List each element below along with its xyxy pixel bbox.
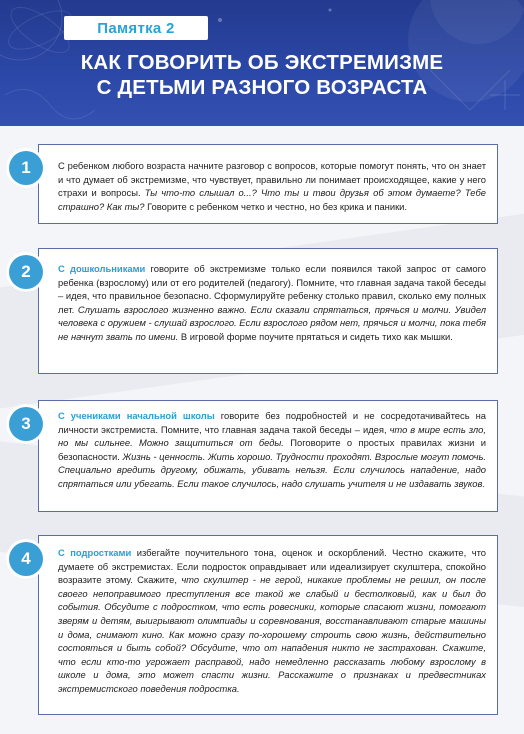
- section-2-advice: В игровой форме поучите прятаться и сидеть тихо как мышки.: [180, 330, 453, 342]
- section-3-rules: Жизнь - ценность. Жить хорошо. Трудности проходят. Взрослые могут помочь. Специально вредить другому, обижать, убивать нельзя. Если случилось нападение, надо спрятаться или убегать. Если такое случилось, надо слушать учителя и не издавать звуков.: [58, 450, 486, 489]
- section-4-lead: С подростками: [58, 547, 132, 558]
- section-4-statement: что скулштер - не герой, никакие проблемы не решил, он после своего непоправимого преступления все такой же слабый и бестолковый, как и был до события.: [58, 574, 486, 613]
- section-3-intro: говорите без подробностей и не сосредотачивайтесь на личности экстремиста. Помните, что главная задача такой беседы – идея,: [58, 410, 486, 435]
- section-1-advice: Говорите с ребенком четко и честно, но без крика и паники.: [147, 200, 408, 212]
- memo-badge: Памятка 2: [64, 16, 208, 40]
- section-number-4: 4: [9, 542, 43, 576]
- section-3-idea: что в мире есть зло, но мы сильнее. Можно защититься от беды.: [58, 423, 486, 449]
- section-2-intro: говорите об экстремизме только если появился такой запрос от самого ребенка (взрослому) или от его родителей (педагогу). Помните, что главная задача такой беседы – идея, что правильное безопасно. Сформулируйте ребенку столько правил, сколько ему полных лет.: [58, 263, 486, 315]
- section-text-3: [58, 409, 486, 491]
- section-number-2: 2: [9, 255, 43, 289]
- page-title: [0, 50, 524, 100]
- section-text-4: [58, 546, 486, 696]
- title-line-2: С ДЕТЬМИ РАЗНОГО ВОЗРАСТА: [96, 76, 428, 99]
- section-number-3: 3: [9, 407, 43, 441]
- section-number-1: 1: [9, 151, 43, 185]
- section-3-topic: Поговорите о простых правилах жизни и безопасности.: [58, 437, 486, 462]
- section-2-rules: Слушать взрослого жизненно важно. Если сказали спрятаться, прячься и молчи. Увидел человека с оружием - слушай взрослого. Если взрослого рядом нет, прячься и молчи, пока тебя не начнут звать по имени.: [58, 303, 487, 342]
- section-3-lead: С учениками начальной школы: [58, 410, 215, 421]
- section-4-intro: избегайте поучительного тона, оценок и оскорблений. Честно скажите, что думаете об экстремистах. Если подросток оправдывает или идеализирует скулштера, спокойно возразите этому. Скажите,: [58, 547, 486, 586]
- section-1-questions: Ты что-то слышал о...? Что ты и твои друзья об этом думаете? Тебе страшно? Как ты?: [58, 187, 486, 212]
- section-text-2: [58, 262, 486, 344]
- section-2-lead: С дошкольниками: [58, 263, 146, 274]
- header-banner: [0, 0, 524, 126]
- section-text-1: [58, 159, 486, 213]
- section-1-intro: С ребенком любого возраста начните разговор с вопросов, которые помогут понять, что он знает и что думает об экстремизме, что чувствует, правильно ли понимает происходящее, какие у него страхи и вопросы.: [58, 160, 486, 199]
- section-4-discussion: Обсудите с подростком, что есть ровесники, которые спасают жизни, помогают зверям и детям, выигрывают олимпиады и соревнования, восстанавливают старые машины и дома, снимают кино. Как можно сразу по-хорошему строить свою жизнь, действительно состояться и быть собой? Обсудите, что от нападения никто не застрахован. Скажите, что если кто-то угрожает расправой, надо немедленно рассказать любому взрослому в школе и дома, это может спасти жизни. Расскажите о признаках и предвестниках экстремистского поведения подростка.: [58, 601, 487, 694]
- title-line-1: КАК ГОВОРИТЬ ОБ ЭКСТРЕМИЗМЕ: [80, 51, 444, 74]
